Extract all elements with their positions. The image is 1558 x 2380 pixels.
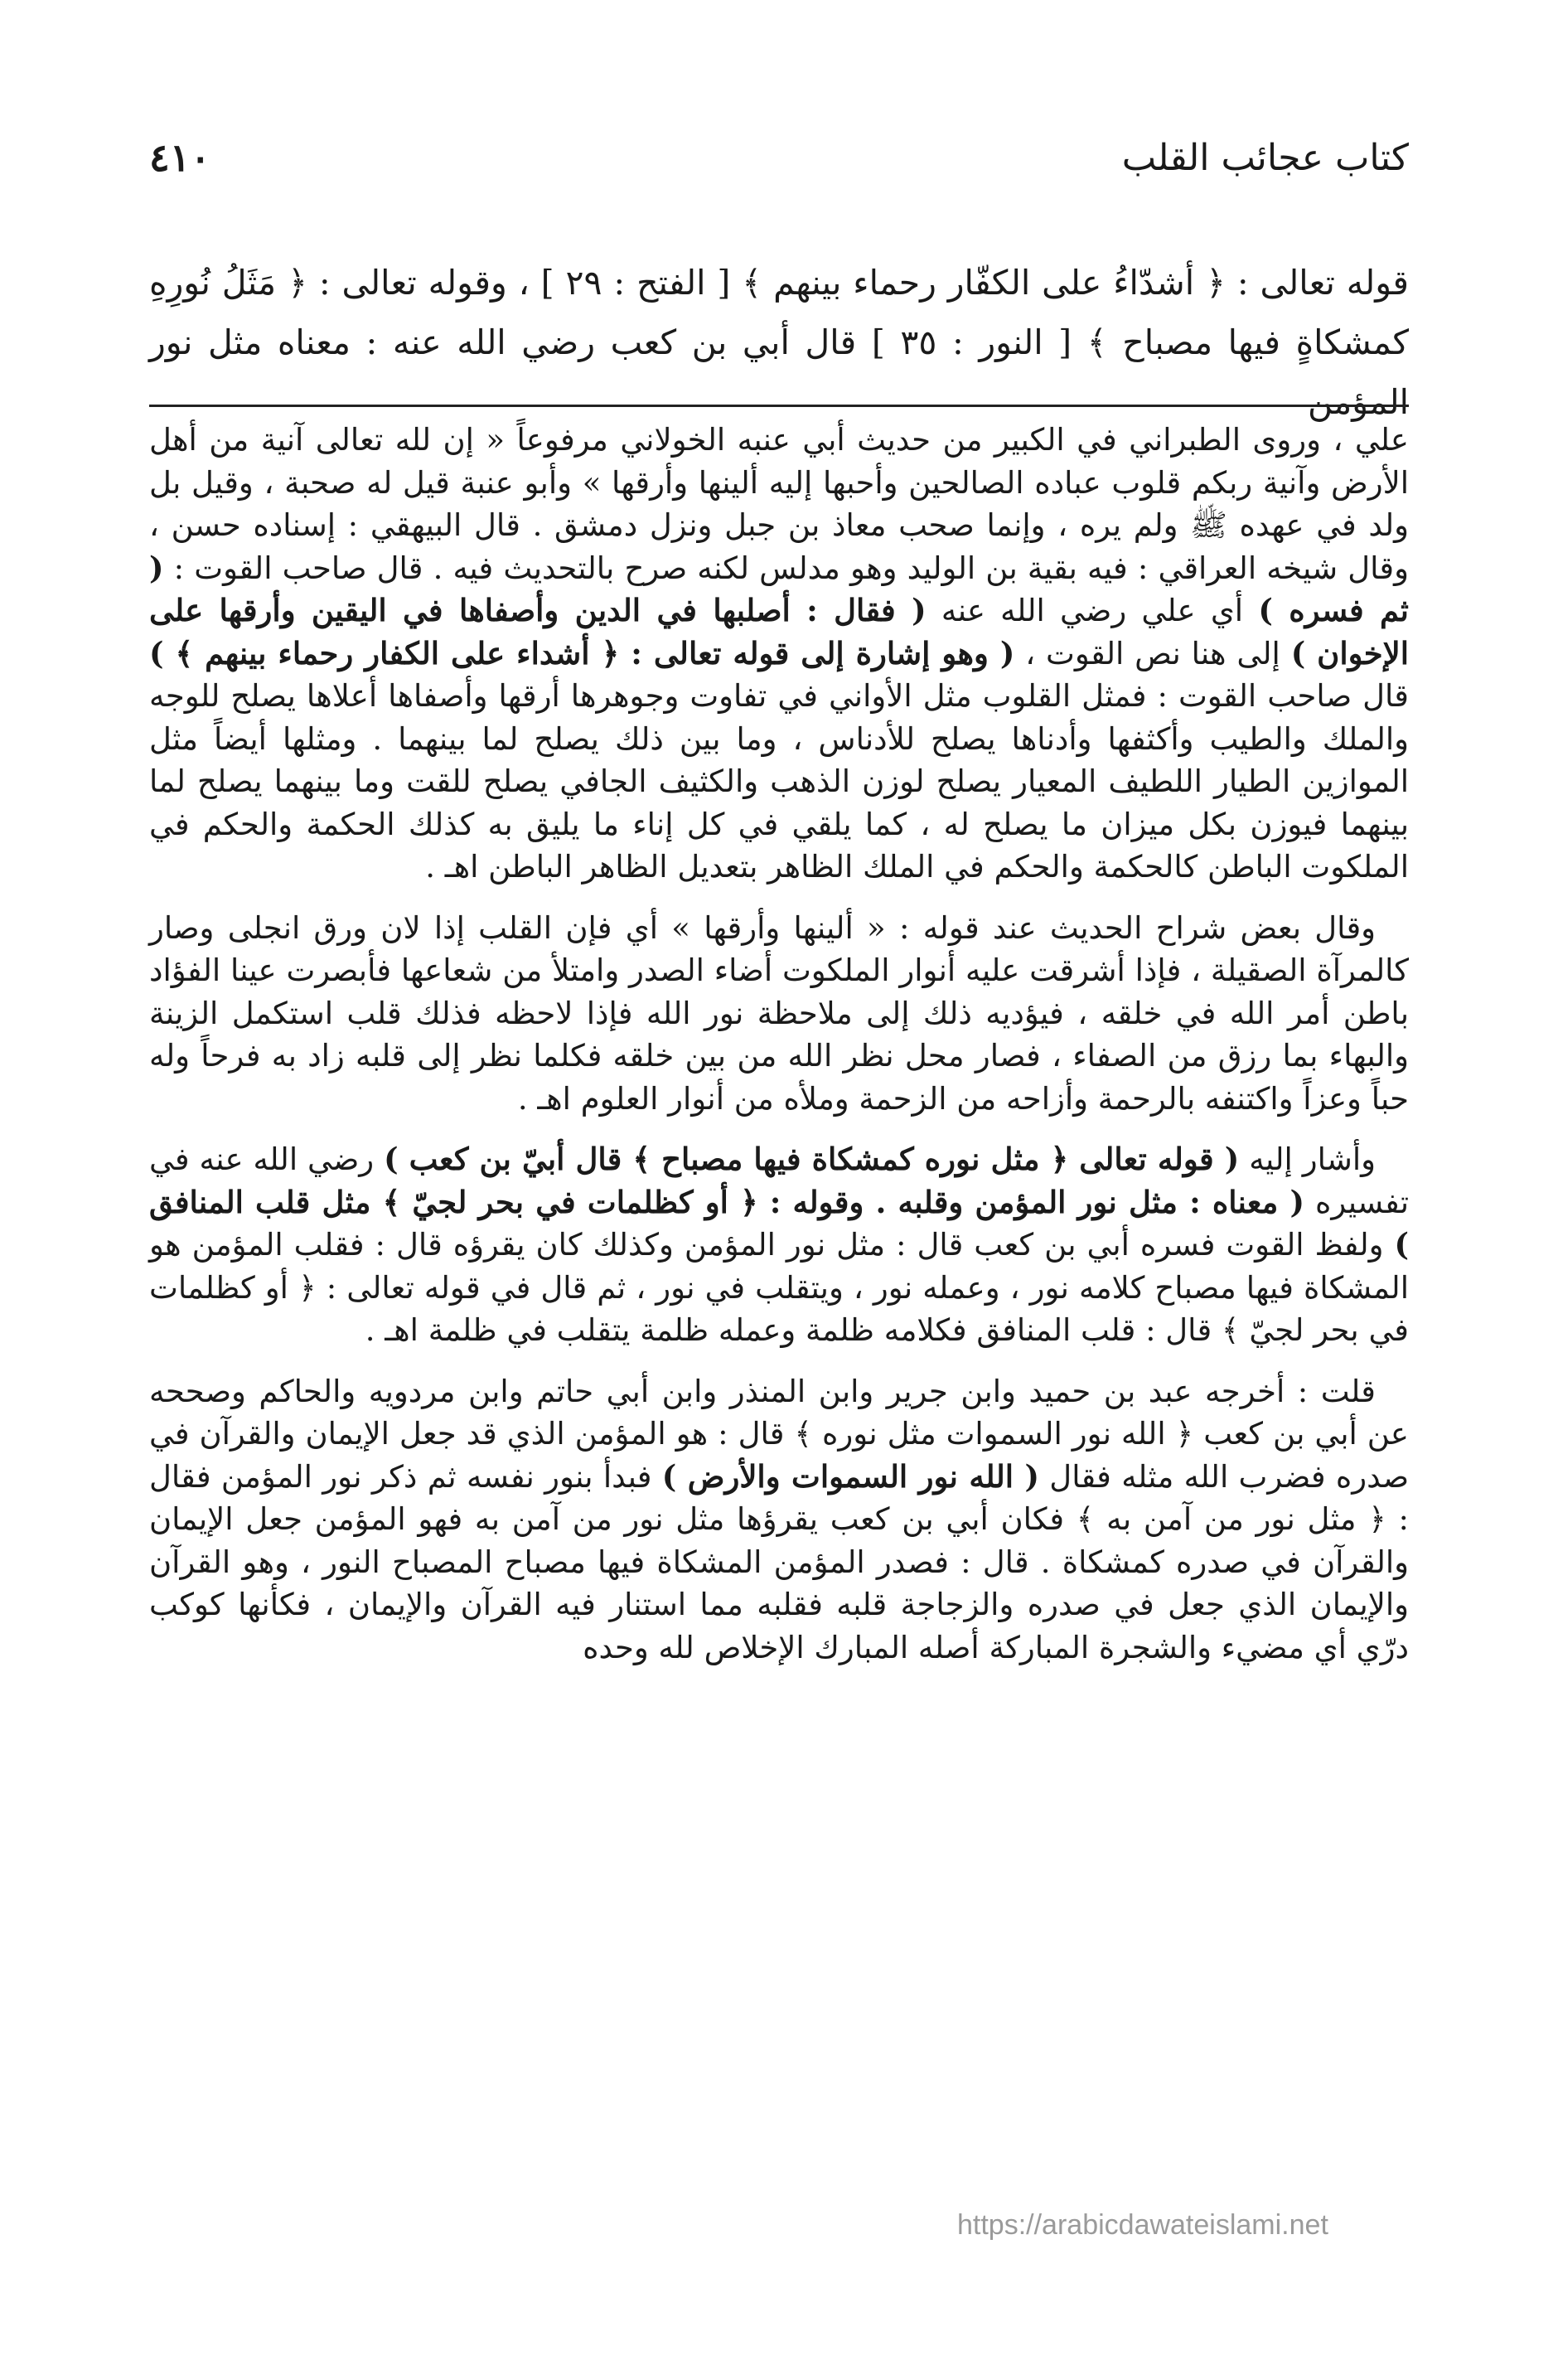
page-number: ٤١٠ bbox=[149, 135, 211, 180]
commentary-text: إلى هنا نص القوت ، bbox=[1014, 635, 1291, 671]
quoted-text-bold: ( وهو إشارة إلى قوله تعالى : ﴿ أشداء على الكفار رحماء بينهم ﴾ ) bbox=[149, 634, 1015, 671]
watermark-url: https://arabicdawateislami.net bbox=[957, 2209, 1328, 2241]
commentary-text: فبدأ بنور نفسه ثم ذكر نور المؤمن فقال : ﴿ مثل نور من آمن به ﴾ فكان أبي بن كعب يقرؤها مثل نور من آمن به فهو المؤمن جعل الإيمان والقرآن في صدره كمشكاة . قال : فصدر المؤمن المشكاة فيها مصباح المصباح النور ، وهو القرآن والإيمان الذي جعل في صدره والزجاجة قلبه فقلبه مما استنار فيه القرآن والإيمان ، فكأنها كوكب درّي أي مضيء والشجرة المباركة أصله المبارك الإخلاص لله وحده bbox=[149, 1458, 1409, 1665]
page-header bbox=[149, 124, 1409, 191]
quoted-text-bold: ( معناه : مثل نور المؤمن وقلبه . وقوله : ﴿ أو كظلمات في بحر لجيّ ﴾ مثل قلب المنافق ) bbox=[149, 1183, 1409, 1263]
commentary-text: رضي الله عنه في تفسيره bbox=[149, 1142, 1409, 1220]
commentary-text: علي ، وروى الطبراني في الكبير من حديث أبي عنبه الخولاني مرفوعاً « إن لله تعالى آنية من أهل الأرض وآنية ربكم قلوب عباده الصالحين وأحبها إليه ألينها وأرقها » وأبو عنبة قيل له صحبة ، وقيل بل ولد في عهده ﷺ ولم يره ، وإنما صحب معاذ بن جبل ونزل دمشق . قال البيهقي : إسناده حسن ، وقال شيخه العراقي : فيه بقية بن الوليد وهو مدلس لكنه صرح بالتحديث فيه . قال صاحب القوت : bbox=[149, 422, 1409, 586]
main-text-paragraph: قوله تعالى : ﴿ أشدّاءُ على الكفّار رحماء بينهم ﴾ [ الفتح : ٢٩ ] ، وقوله تعالى : ﴿ مَثَلُ نُورِهِ كمشكاةٍ فيها مصباح ﴾ [ النور : ٣٥ ] قال أبي بن كعب رضي الله عنه : معناه مثل نور المؤمن bbox=[149, 263, 1409, 422]
quoted-text-bold: ( قوله تعالى ﴿ مثل نوره كمشكاة فيها مصباح ﴾ قال أبيّ بن كعب ) bbox=[384, 1141, 1240, 1177]
commentary-text: أي علي رضي الله عنه bbox=[926, 593, 1259, 628]
commentary bbox=[149, 419, 1409, 1687]
commentary-text: وأشار إليه bbox=[1239, 1142, 1376, 1177]
quoted-text-bold: ( فقال : أصلبها في الدين وأصفاها في اليقين وأرقها على الإخوان ) bbox=[149, 592, 1409, 671]
quoted-text-bold: ( ثم فسره ) bbox=[149, 549, 1409, 628]
commentary-paragraph bbox=[149, 907, 1409, 1121]
commentary-paragraph bbox=[149, 1370, 1409, 1670]
running-title: كتاب عجائب القلب bbox=[1121, 136, 1409, 179]
commentary-paragraph bbox=[149, 1138, 1409, 1352]
commentary-text: ولفظ القوت فسره أبي بن كعب قال : مثل نور المؤمن وكذلك كان يقرؤه قال : فقلب المؤمن هو المشكاة فيها مصباح كلامه نور ، وعمله نور ، ويتقلب في نور ، ثم قال في قوله تعالى : ﴿ أو كظلمات في بحر لجيّ ﴾ قال : قلب المنافق فكلامه ظلمة وعمله ظلمة يتقلب في ظلمة اهـ . bbox=[149, 1227, 1409, 1348]
commentary-text: قال صاحب القوت : فمثل القلوب مثل الأواني في تفاوت وجوهرها أرقها وأصفاها أعلاها يصلح للوجه والملك والطيب وأكثفها وأدناها يصلح للأدناس ، وما بين ذلك يصلح لما بينهما . ومثلها أيضاً مثل الموازين الطيار اللطيف المعيار يصلح لوزن الذهب والكثيف الجافي يصلح للقت وما بينهما يصلح لما بينهما فيوزن بكل ميزان ما يصلح له ، كما يلقي في كل إناء ما يليق به كذلك الحكمة والحكم في الملكوت الباطن كالحكمة والحكم في الملك الظاهر بتعديل الظاهر الباطن اهـ . bbox=[149, 678, 1409, 885]
commentary-paragraph bbox=[149, 419, 1409, 889]
commentary-text: قلت : أخرجه عبد بن حميد وابن جرير وابن المنذر وابن أبي حاتم وابن مردويه والحاكم وصححه عن أبي بن كعب ﴿ الله نور السموات مثل نوره ﴾ قال : هو المؤمن الذي قد جعل الإيمان والقرآن في صدره فضرب الله مثله فقال bbox=[149, 1373, 1409, 1495]
commentary-text: وقال بعض شراح الحديث عند قوله : « ألينها وأرقها » أي فإن القلب إذا لان ورق انجلى وصار كالمرآة الصقيلة ، فإذا أشرقت عليه أنوار الملكوت أضاء الصدر وامتلأ من شعاعها فأبصرت عينا الفؤاد باطن أمر الله في خلقه ، فيؤديه ذلك إلى ملاحظة نور الله فإذا لاحظه فذلك قلب استكمل الزينة والبهاء بما رزق من الصفاء ، فصار محل نظر الله من بين خلقه فكلما نظر إلى قلبه زاد به فرحاً وله حباً وعزاً واكتنفه بالرحمة وأزاحه من الزحمة وملأه من أنوار العلوم اهـ . bbox=[149, 909, 1409, 1117]
text-divider bbox=[149, 405, 1409, 407]
quoted-text-bold: ( الله نور السموات والأرض ) bbox=[661, 1457, 1039, 1495]
